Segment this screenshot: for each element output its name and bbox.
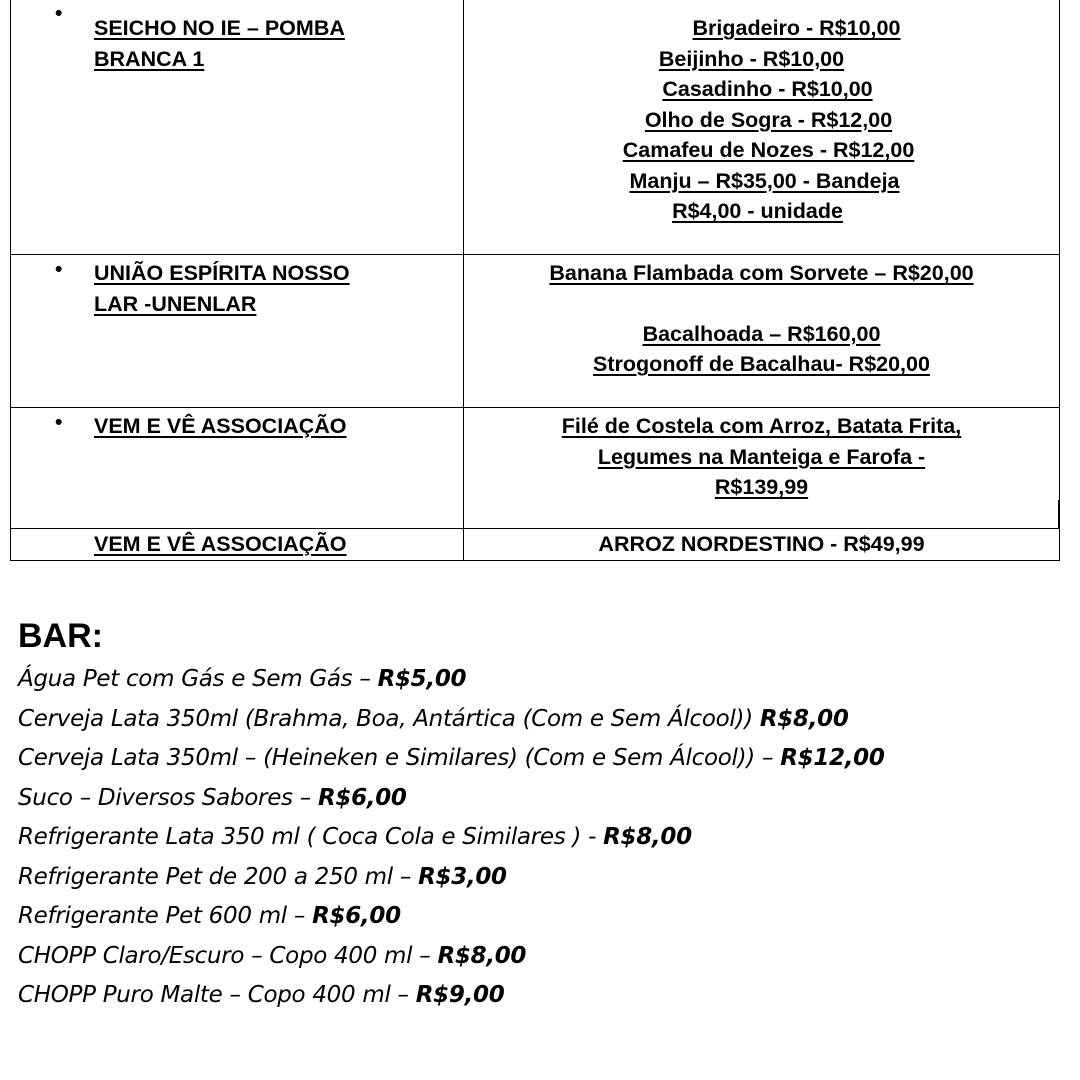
menu-item: Strogonoff de Bacalhau- R$20,00: [593, 352, 930, 376]
org-name: VEM E VÊ ASSOCIAÇÃO: [94, 532, 347, 556]
org-cell: [11, 255, 464, 408]
menu-item: R$4,00 - unidade: [672, 199, 843, 223]
bar-price: R$5,00: [377, 666, 467, 692]
org-name: VEM E VÊ ASSOCIAÇÃO: [94, 414, 347, 438]
bar-price: R$8,00: [437, 942, 527, 969]
org-name: SEICHO NO IE – POMBA: [94, 16, 345, 40]
table-edge-mark: [1058, 500, 1060, 528]
table-row: [11, 255, 1060, 408]
table-row: [11, 408, 1060, 529]
menu-item: Banana Flambada com Sorvete – R$20,00: [549, 261, 974, 285]
menu-item: Bacalhoada – R$160,00: [642, 321, 881, 346]
bar-item: Refrigerante Lata 350 ml ( Coca Cola e Similares ) - R$8,00: [18, 824, 692, 850]
items-cell: [464, 0, 1060, 255]
menu-item: Casadinho - R$10,00: [662, 77, 873, 101]
menu-item: ARROZ NORDESTINO - R$49,99: [598, 532, 925, 556]
bar-title: BAR:: [18, 617, 103, 655]
bullet-icon: •: [55, 258, 63, 281]
items-cell: [464, 408, 1060, 529]
menu-item: Filé de Costela com Arroz, Batata Frita,: [561, 414, 962, 438]
table-row: [11, 529, 1060, 561]
menu-item: Legumes na Manteiga e Farofa -: [597, 444, 926, 469]
bar-price: R$6,00: [312, 903, 401, 929]
bar-item: Água Pet com Gás e Sem Gás – R$5,00: [18, 666, 467, 692]
bar-item: Refrigerante Pet 600 ml – R$6,00: [18, 903, 401, 929]
org-name: BRANCA 1: [94, 46, 205, 71]
bar-price: R$12,00: [780, 745, 885, 771]
items-cell: [464, 255, 1060, 408]
bar-item: Cerveja Lata 350ml – (Heineken e Similares) (Com e Sem Álcool)) – R$12,00: [18, 745, 885, 771]
bar-price: R$6,00: [317, 784, 407, 811]
bar-item: CHOPP Puro Malte – Copo 400 ml – R$9,00: [18, 982, 505, 1008]
menu-item: Manju – R$35,00 - Bandeja: [629, 168, 900, 193]
menu-item: R$139,99: [714, 475, 809, 499]
table-row: [11, 0, 1060, 255]
org-name: UNIÃO ESPÍRITA NOSSO: [94, 261, 350, 285]
bar-price: R$3,00: [418, 863, 507, 890]
blank-line: [464, 289, 1059, 319]
bar-item: CHOPP Claro/Escuro – Copo 400 ml – R$8,00: [18, 942, 527, 969]
menu-item: Olho de Sogra - R$12,00: [644, 107, 893, 132]
org-cell: [11, 529, 464, 561]
org-cell: [11, 408, 464, 529]
bar-item: Cerveja Lata 350ml (Brahma, Boa, Antártica (Com e Sem Álcool)) R$8,00: [18, 705, 849, 732]
bar-item: Refrigerante Pet de 200 a 250 ml – R$3,00: [18, 863, 507, 890]
menu-item: Beijinho - R$10,00: [658, 46, 845, 71]
bar-price: R$8,00: [759, 705, 849, 732]
org-cell: [11, 0, 464, 255]
menu-table: [10, 0, 1060, 561]
bar-item: Suco – Diversos Sabores – R$6,00: [18, 784, 407, 811]
bar-section: [18, 612, 885, 1016]
items-cell: [464, 529, 1060, 561]
bullet-icon: •: [55, 411, 63, 434]
org-name: LAR -UNENLAR: [94, 291, 257, 316]
bullet-icon: •: [55, 2, 63, 25]
bar-price: R$8,00: [603, 824, 692, 850]
menu-item: Camafeu de Nozes - R$12,00: [622, 138, 915, 162]
bar-price: R$9,00: [415, 982, 505, 1008]
menu-item: Brigadeiro - R$10,00: [692, 16, 901, 40]
